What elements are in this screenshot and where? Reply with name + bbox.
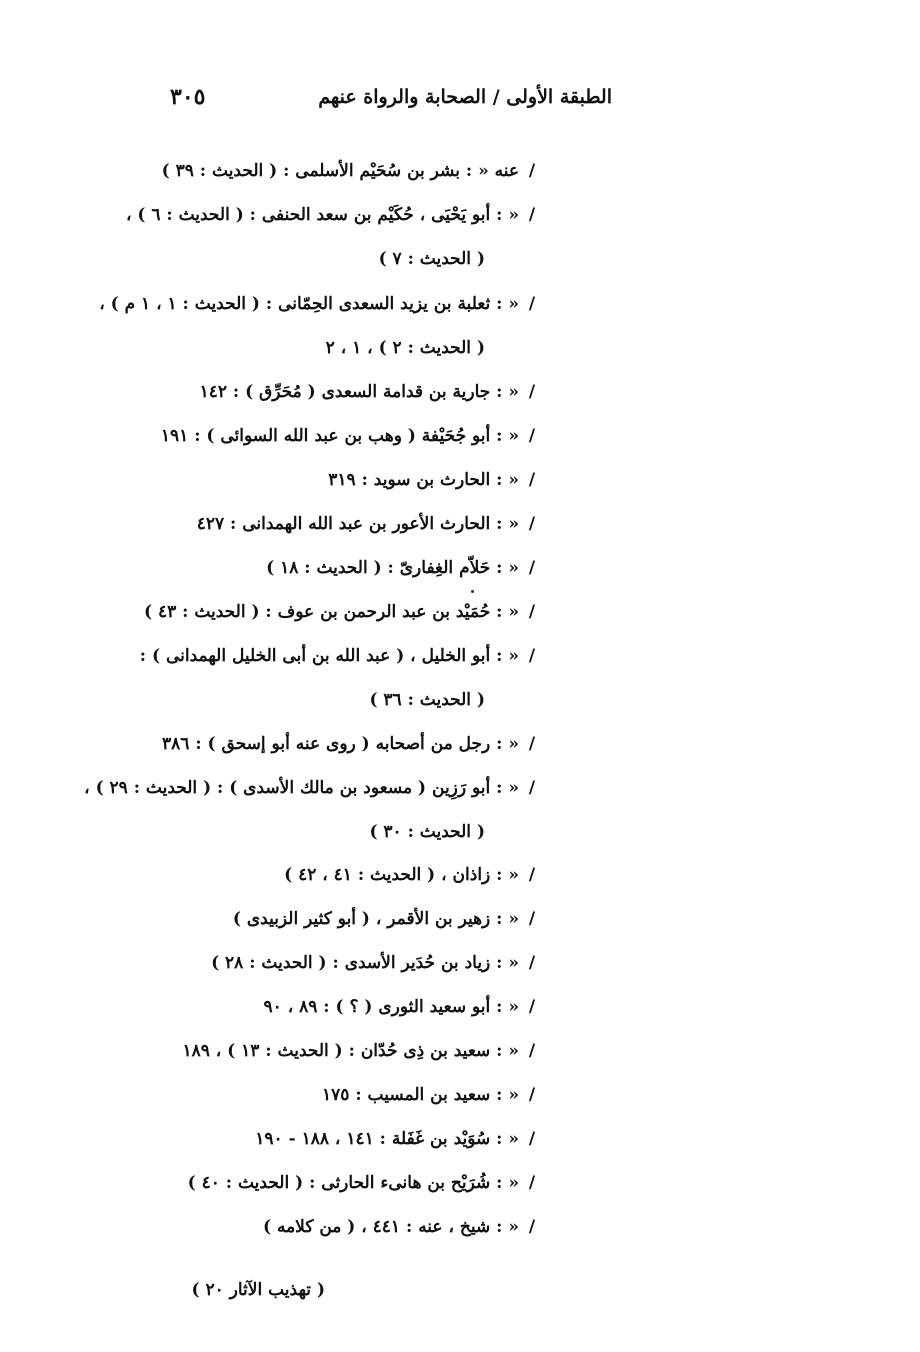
entry-text: « : حُمَيْد بن عبد الرحمن بن عوف : ( الحديث : ٤٣ ) bbox=[143, 602, 519, 622]
entry-line bbox=[162, 160, 545, 182]
entry-slash-mark: / bbox=[528, 558, 536, 578]
ink-speck bbox=[471, 590, 474, 593]
entry-text: « : أبو رَزِين ( مسعود بن مالك الأسدى ) : ( الحديث : ٢٩ ) ، bbox=[84, 778, 519, 798]
entry-text: « : زياد بن حُدَير الأسدى : ( الحديث : ٢٨ ) bbox=[211, 953, 519, 973]
entry-slash-mark: / bbox=[528, 953, 536, 973]
entry-slash-mark: / bbox=[528, 1173, 536, 1193]
entry-text: « : الحارث بن سويد : ٣١٩ bbox=[328, 470, 519, 490]
entry-slash-mark: / bbox=[528, 426, 536, 446]
entry-text: « : رجل من أصحابه ( روى عنه أبو إسحق ) : ٣٨٦ bbox=[162, 734, 519, 754]
entry-continuation-line: ( الحديث : ٧ ) bbox=[378, 249, 485, 269]
entry-slash-mark: / bbox=[528, 1041, 536, 1061]
entry-text: « : أبو الخليل ، ( عبد الله بن أبى الخليل الهمدانى ) : bbox=[139, 646, 519, 666]
entry-line bbox=[161, 425, 545, 447]
entry-slash-mark: / bbox=[528, 997, 536, 1017]
entry-text: « : ثعلبة بن يزيد السعدى الحِمّانى : ( الحديث : ١ ، ١ م ) ، bbox=[99, 294, 519, 314]
entry-line bbox=[84, 777, 545, 799]
entry-slash-mark: / bbox=[528, 161, 536, 181]
entry-slash-mark: / bbox=[528, 1217, 536, 1237]
entry-line bbox=[182, 1040, 545, 1062]
entry-line bbox=[322, 1084, 545, 1106]
entry-text: « : سُوَيْد بن غَفَلة : ١٤١ ، ١٨٨ - ١٩٠ bbox=[255, 1129, 519, 1149]
entry-line bbox=[211, 952, 545, 974]
entry-text: « : سعيد بن ذِى حُدّان : ( الحديث : ١٣ ) ، ١٨٩ bbox=[182, 1041, 519, 1061]
entry-continuation-line: ( الحديث : ٣٠ ) bbox=[369, 822, 485, 842]
entry-text: « : حَلاّم الغِفارىّ : ( الحديث : ١٨ ) bbox=[266, 558, 519, 578]
entry-line bbox=[144, 601, 545, 623]
entry-line bbox=[263, 1216, 545, 1238]
entry-line bbox=[264, 996, 545, 1018]
entry-line bbox=[284, 864, 545, 886]
entry-line bbox=[328, 469, 545, 491]
entry-line bbox=[255, 1128, 545, 1150]
entry-line bbox=[99, 293, 545, 315]
entry-text: « : شيخ ، عنه : ٤٤١ ، ( من كلامه ) bbox=[263, 1217, 519, 1237]
entry-slash-mark: / bbox=[528, 734, 536, 754]
entry-slash-mark: / bbox=[528, 602, 536, 622]
entry-slash-mark: / bbox=[528, 646, 536, 666]
entry-line bbox=[233, 908, 545, 930]
entry-continuation-line: ( الحديث : ٣٦ ) bbox=[369, 690, 485, 710]
entry-text: « : أبو يَحْيَى ، حُكَيْم بن سعد الحنفى : ( الحديث : ٦ ) ، bbox=[125, 205, 519, 225]
entry-line bbox=[197, 513, 545, 535]
entry-continuation-line: ( الحديث : ٢ ) ، ١ ، ٢ bbox=[325, 338, 485, 358]
entry-line bbox=[140, 645, 545, 667]
entry-text: « : الحارث الأعور بن عبد الله الهمدانى : ٤٢٧ bbox=[196, 514, 519, 534]
entry-line bbox=[200, 381, 545, 403]
entry-slash-mark: / bbox=[528, 470, 536, 490]
entry-text: « : جارية بن قدامة السعدى ( مُحَرِّق ) : ١٤٢ bbox=[199, 382, 519, 402]
entry-slash-mark: / bbox=[528, 294, 536, 314]
entry-slash-mark: / bbox=[528, 382, 536, 402]
running-header-title: الطبقة الأولى / الصحابة والرواة عنهم bbox=[318, 86, 612, 108]
entry-text: عنه « : بشر بن سُحَيْم الأسلمى : ( الحديث : ٣٩ ) bbox=[161, 161, 519, 181]
entry-slash-mark: / bbox=[528, 205, 536, 225]
entry-text: « : أبو سعيد الثورى ( ؟ ) : ٨٩ ، ٩٠ bbox=[263, 997, 519, 1017]
entry-text: « : زهير بن الأقمر ، ( أبو كثير الزبيدى ) bbox=[232, 909, 519, 929]
entry-slash-mark: / bbox=[528, 778, 536, 798]
signature-mark: ( تهذيب الآثار ٢٠ ) bbox=[191, 1280, 325, 1300]
entry-line bbox=[188, 1172, 545, 1194]
page-number: ٣٠٥ bbox=[170, 84, 206, 110]
entry-line bbox=[126, 204, 545, 226]
entry-slash-mark: / bbox=[528, 909, 536, 929]
entry-slash-mark: / bbox=[528, 865, 536, 885]
entry-slash-mark: / bbox=[528, 514, 536, 534]
entry-slash-mark: / bbox=[528, 1085, 536, 1105]
entry-text: « : أبو جُحَيْفة ( وهب بن عبد الله السوائى ) : ١٩١ bbox=[160, 426, 519, 446]
entry-text: « : زاذان ، ( الحديث : ٤١ ، ٤٢ ) bbox=[284, 865, 519, 885]
entry-slash-mark: / bbox=[528, 1129, 536, 1149]
entry-line bbox=[162, 733, 545, 755]
entry-text: « : شُرَيْح بن هانىء الحارثى : ( الحديث : ٤٠ ) bbox=[187, 1173, 519, 1193]
entry-line bbox=[266, 557, 545, 579]
entry-text: « : سعيد بن المسيب : ١٧٥ bbox=[322, 1085, 519, 1105]
